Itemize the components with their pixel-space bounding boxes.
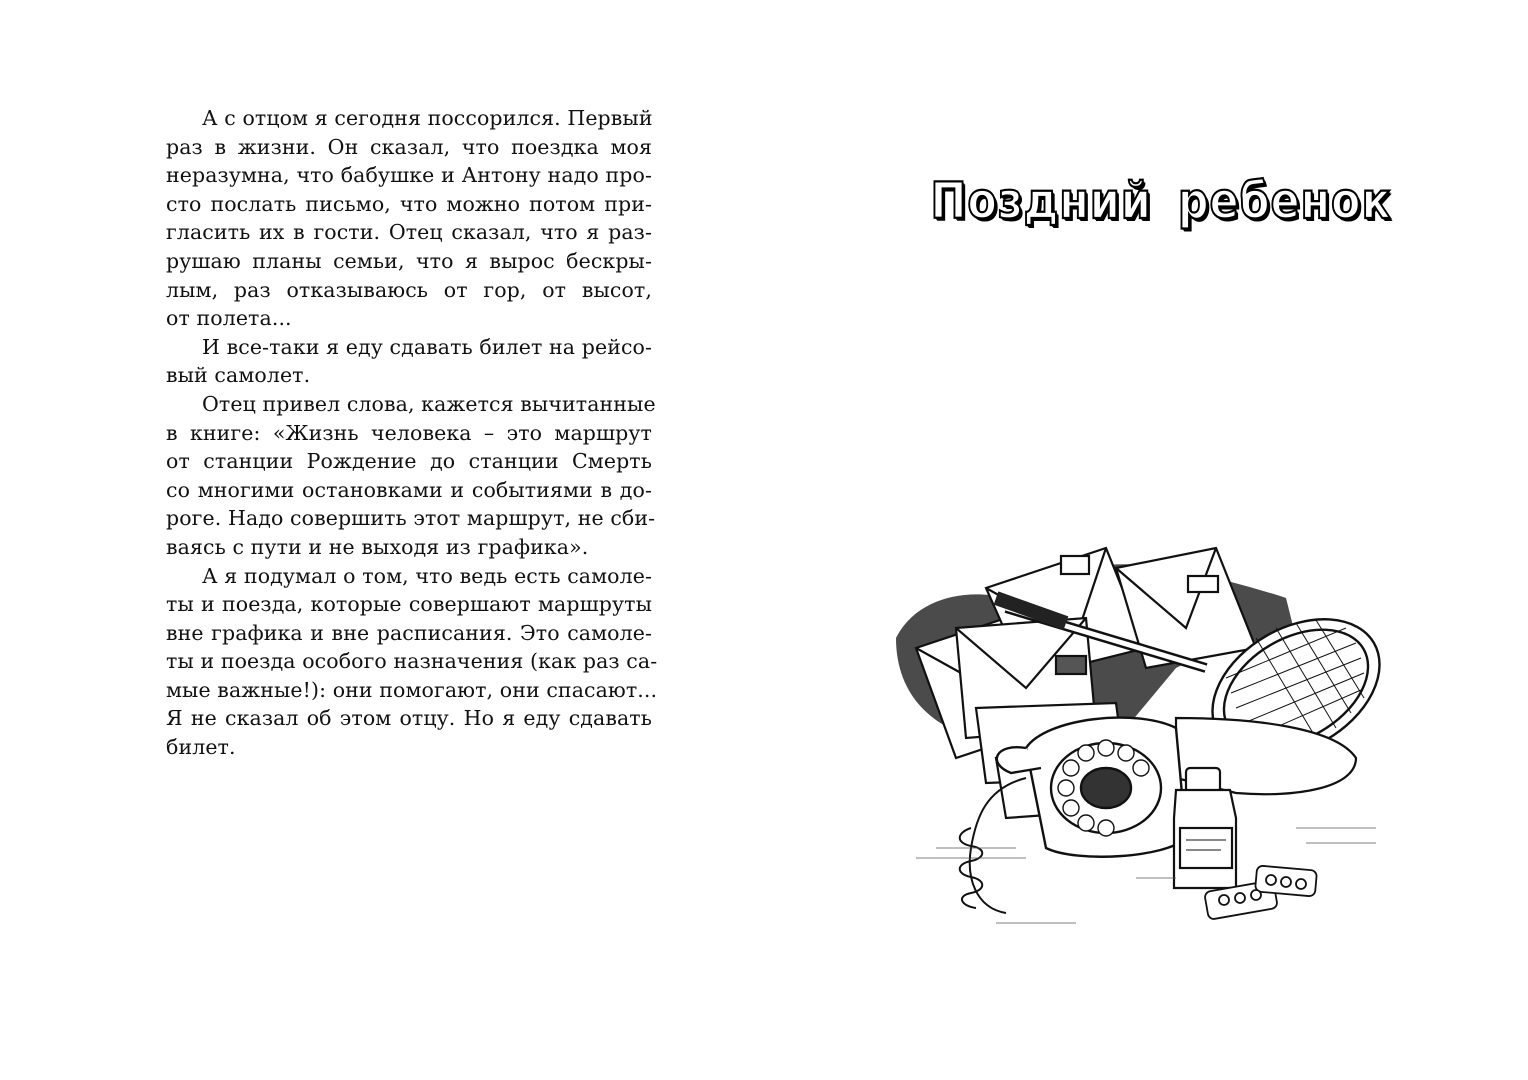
text-line: раз в жизни. Он сказал, что поездка моя: [166, 134, 652, 159]
text-line: А я подумал о том, что ведь есть самоле-: [202, 563, 652, 588]
text-line: вый самолет.: [166, 363, 311, 388]
still-life-telephone-letters-racket-icon: [876, 528, 1396, 938]
text-line: ты и поезда, которые совершают маршруты: [166, 592, 652, 617]
right-page: [764, 0, 1528, 1080]
text-line: со многими остановками и событиями в до-: [166, 477, 652, 502]
text-line: вне графика и вне расписания. Это самоле-: [166, 620, 652, 645]
text-line: билет.: [166, 735, 236, 760]
text-line: ваясь с пути и не выходя из графика».: [166, 534, 589, 559]
text-line: сто послать письмо, что можно потом при-: [166, 191, 652, 216]
text-line: Отец привел слова, кажется вычитанные: [202, 391, 656, 416]
text-line: в книге: «Жизнь человека – это маршрут: [166, 420, 652, 445]
text-line: лым, раз отказываюсь от гор, от высот,: [166, 277, 652, 302]
text-line: от станции Рождение до станции Смерть: [166, 449, 652, 474]
body-text: [166, 104, 658, 762]
text-line: гласить их в гости. Отец сказал, что я раз-: [166, 220, 652, 245]
text-line: от полета...: [166, 306, 292, 331]
chapter-title: Поздний ребенок: [930, 172, 1392, 230]
text-line: ты и поезда особого назначения (как раз са-: [166, 649, 658, 674]
text-line: Я не сказал об этом отцу. Но я еду сдавать: [166, 706, 652, 731]
text-line: неразумна, что бабушке и Антону надо про-: [166, 163, 652, 188]
text-line: роге. Надо совершить этот маршрут, не сби-: [166, 506, 656, 531]
text-line: мые важные!): они помогают, они спасают...: [166, 677, 658, 702]
text-line: А с отцом я сегодня поссорился. Первый: [202, 106, 653, 130]
text-line: рушаю планы семьи, что я вырос бескры-: [166, 248, 652, 273]
chapter-title-wrap: [764, 172, 1528, 230]
text-line: И все-таки я еду сдавать билет на рейсо-: [202, 334, 653, 359]
